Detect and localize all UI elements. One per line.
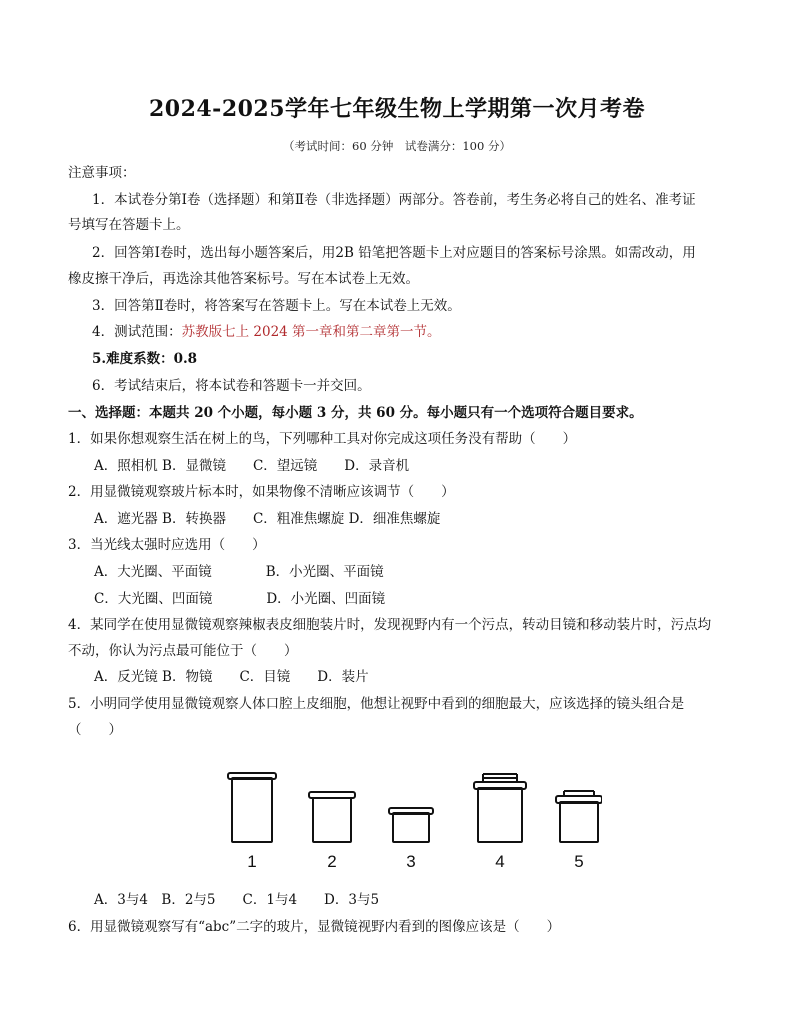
lens-label-3: 3 — [406, 852, 416, 871]
notice-item-4 — [92, 322, 752, 342]
notice-item-5: 5.难度系数：0.8 — [92, 351, 198, 367]
notice-heading: 注意事项： — [68, 165, 136, 181]
q4-stem-line-1: 4．某同学在使用显微镜观察辣椒表皮细胞装片时，发现视野内有一个污点，转动目镜和移动装片时，污点均 — [68, 617, 712, 633]
lens-1-icon — [228, 773, 276, 842]
q2-options: A．遮光器 B．转换器 C．粗准焦螺旋 D．细准焦螺旋 — [94, 511, 441, 527]
notice-item-2-line-1: 2．回答第Ⅰ卷时，选出每小题答案后，用2B 铅笔把答题卡上对应题目的答案标号涂黑。如需改动，用 — [92, 245, 696, 261]
lens-label-5: 5 — [574, 852, 584, 871]
notice-item-1-line-2: 号填写在答题卡上。 — [68, 217, 190, 233]
notice-item-2-line-2: 橡皮擦干净后，再选涂其他答案标号。写在本试卷上无效。 — [68, 271, 419, 287]
lens-label-4: 4 — [495, 852, 505, 871]
lens-label-1: 1 — [247, 852, 257, 871]
notice-item-4-prefix: 4．测试范围： — [92, 324, 182, 340]
q1-options: A．照相机 B．显微镜 C．望远镜 D．录音机 — [94, 458, 410, 474]
exam-subtitle: （考试时间：60 分钟 试卷满分：100 分） — [283, 139, 511, 153]
exam-title: 2024-2025学年七年级生物上学期第一次月考卷 — [148, 96, 646, 122]
q5-options: A．3与4 B．2与5 C．1与4 D．3与5 — [94, 892, 380, 908]
q1-stem: 1．如果你想观察生活在树上的鸟，下列哪种工具对你完成这项任务没有帮助（ ） — [68, 431, 577, 447]
q3-options-row-2: C．大光圈、凹面镜 D．小光圈、凹面镜 — [94, 591, 386, 607]
section-1-heading: 一、选择题：本题共 20 个小题，每小题 3 分，共 60 分。每小题只有一个选项符合题目要求。 — [68, 405, 643, 421]
test-range: 苏教版七上 2024 第一章和第二章第一节。 — [181, 324, 441, 340]
q4-stem-line-2: 不动，你认为污点最可能位于（ ） — [68, 643, 298, 659]
notice-item-1-line-1: 1．本试卷分第Ⅰ卷（选择题）和第Ⅱ卷（非选择题）两部分。答卷前，考生务必将自己的姓名、准考证 — [92, 192, 696, 208]
q5-stem-line-2: （ ） — [68, 722, 122, 738]
lens-label-2: 2 — [327, 852, 337, 871]
notice-item-6: 6．考试结束后，将本试卷和答题卡一并交回。 — [92, 378, 371, 394]
q3-options-row-1: A．大光圈、平面镜 B．小光圈、平面镜 — [94, 564, 384, 580]
q2-stem: 2．用显微镜观察玻片标本时，如果物像不清晰应该调节（ ） — [68, 484, 455, 500]
lens-3-icon — [389, 808, 433, 842]
q4-options: A．反光镜 B．物镜 C．目镜 D．装片 — [94, 669, 369, 685]
lens-4-icon — [474, 774, 526, 842]
q5-stem-line-1: 5．小明同学使用显微镜观察人体口腔上皮细胞，他想让视野中看到的细胞最大，应该选择的镜头组合是 — [68, 696, 685, 712]
q3-stem: 3．当光线太强时应选用（ ） — [68, 537, 266, 553]
lens-2-icon — [309, 792, 355, 842]
q6-stem: 6．用显微镜观察写有“abc”二字的玻片，显微镜视野内看到的图像应该是（ ） — [68, 919, 561, 935]
lens-figure — [222, 768, 602, 878]
notice-item-3: 3．回答第Ⅱ卷时，将答案写在答题卡上。写在本试卷上无效。 — [92, 298, 461, 314]
lens-5-icon — [556, 791, 602, 842]
